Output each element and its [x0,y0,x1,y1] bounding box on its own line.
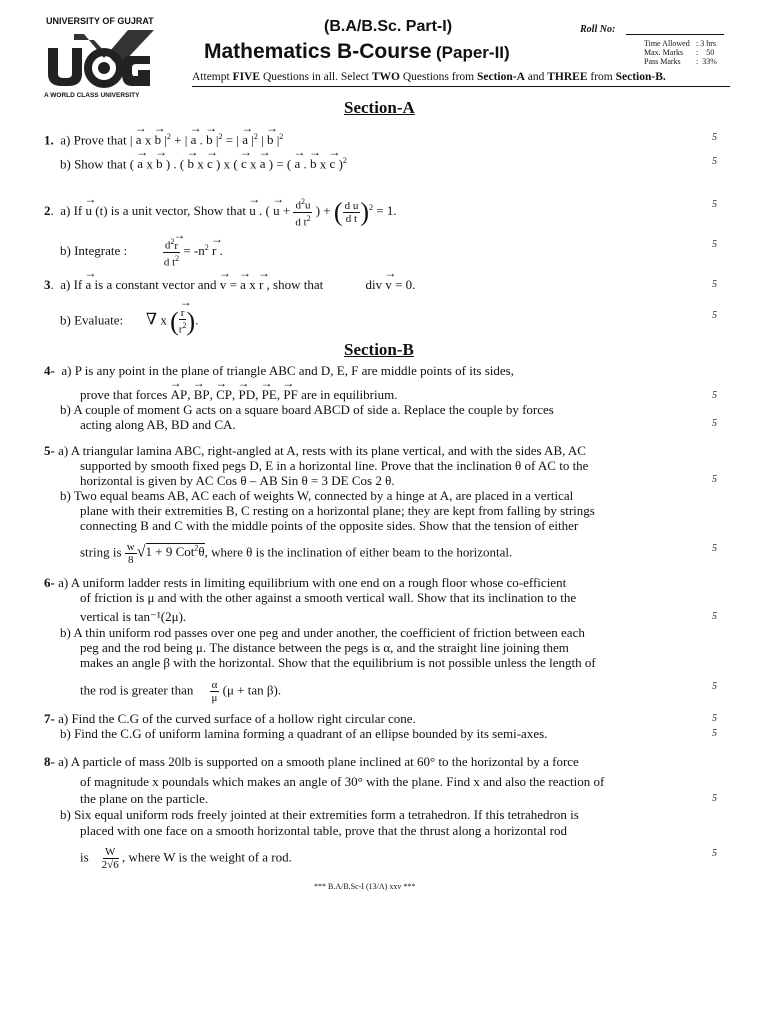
exam-info [644,39,717,66]
q3b-marks: 5 [712,310,717,321]
q8a-line3: the plane on the particle. [80,791,209,806]
q3a-marks: 5 [712,279,717,290]
instructions: Attempt FIVE Questions in all. Select TWO Questions from Section-A and THREE from Section-B. [192,71,666,83]
q1a: 1. a) Prove that | → a x → b $|^2$ + | → a . → b $|^2$ = | → a $|^2$ | → b $|^2$ [44,129,283,147]
q8a-line1: 8- a) A particle of mass 20lb is supported on a smooth plane inclined at 60° to the horizontal by a force [44,754,579,769]
pass-marks: Pass Marks : 33% [644,57,717,66]
q6a-line1: 6- a) A uniform ladder rests in limiting equilibrium with one end on a rough floor whose co-efficient [44,575,567,590]
q1b: b) Show that ( → a x → b ) . ( → b x → c ) x ( → c x → a ) = ( → a . → b x → c )$^2$ [60,153,347,171]
q5a-marks: 5 [712,474,717,485]
uog-logo-icon [44,28,156,90]
time-allowed: Time Allowed : 3 hrs [644,39,717,48]
roll-number-field[interactable] [626,34,724,35]
university-name: UNIVERSITY OF GUJRAT [46,16,154,26]
university-logo [44,28,156,90]
q5b-line2: plane with their extremities B, C resting on a horizontal plane; they are kept from falling by strings [80,503,595,518]
q5b-line1: b) Two equal beams AB, AC each of weights W, connected by a hinge at A, are placed in a vertical [60,488,574,503]
q4a-marks: 5 [712,390,717,401]
q2a-marks: 5 [712,199,717,210]
q8b-line3: is $\frac{W}{2√6}$ , where W is the weight of a rod. [80,846,292,871]
q5b-line4: string is $\frac{w}{8}$ √1 + 9 Cot$^2$θ, where θ is the inclination of either beam to the horizontal. [80,541,513,566]
q8a-marks: 5 [712,793,717,804]
q1a-marks: 5 [712,132,717,143]
q6b-line1: b) A thin uniform rod passes over one peg and under another, the coefficient of friction between each [60,625,585,640]
q1b-marks: 5 [712,156,717,167]
q6b-line4: the rod is greater than $\frac{\alpha}{\mu}$ (μ + tan β). [80,679,282,704]
q2a: 2. a) If → u (t) is a unit vector, Show that → u . ( → u + $\frac{d^2u}{d t^2}$ ) + ( $\frac{\text{d u}}{\text{d t}}$ )$^2$ = 1. [44,196,397,228]
program-title: (B.A/B.Sc. Part-I) [324,18,453,35]
q3b: b) Evaluate: ∇ x ( → $\frac{r}{r^2}$ ). [60,307,198,336]
footer-code: *** B.A/B.Sc-I (13/A) xxv *** [314,882,416,891]
q7b-marks: 5 [712,728,717,739]
q4a-line2: prove that forces → AP, → BP, → CP, → PD, → PE, → PF are in equilibrium. [80,387,397,402]
q2b: b) Integrate : $\frac{d^2\to r}{d t^2}$ = $-n^2 \to r$ . [60,236,223,268]
q5b-marks: 5 [712,543,717,554]
q4b-marks: 5 [712,418,717,429]
q4a-line1: 4- a) P is any point in the plane of triangle ABC and D, E, F are middle points of its sides, [44,363,514,378]
q6b-line2: peg and the rod being μ. The distance between the pegs is α, and the straight line joining them [80,640,569,655]
q5a-line1: 5- a) A triangular lamina ABC, right-angled at A, rests with its plane vertical, and with the sides AB, AC [44,443,586,458]
course-title [204,40,510,64]
section-b-heading: Section-B [344,340,414,359]
header-divider [192,86,730,87]
roll-number-label: Roll No: [580,24,616,35]
q6a-line3: vertical is tan⁻¹(2μ). [80,609,187,624]
q7b: b) Find the C.G of uniform lamina forming a quadrant of an ellipse bounded by its semi-axes. [60,726,548,741]
q8b-line1: b) Six equal uniform rods freely jointed at their extremities form a tetrahedron. If this tetrahedron is [60,807,579,822]
q7a: 7- a) Find the C.G of the curved surface of a hollow right circular cone. [44,711,416,726]
q6b-marks: 5 [712,681,717,692]
q2b-marks: 5 [712,239,717,250]
q8a-line2: of magnitude x poundals which makes an angle of 30° with the plane. Find x and also the reaction of [80,774,605,789]
q4b-line1: b) A couple of moment G acts on a square board ABCD of side a. Replace the couple by forces [60,402,554,417]
q8b-marks: 5 [712,848,717,859]
q7a-marks: 5 [712,713,717,724]
paper-name: (Paper-II) [436,43,510,62]
max-marks: Max. Marks : 50 [644,48,715,57]
q6a-marks: 5 [712,611,717,622]
university-tagline: A WORLD CLASS UNIVERSITY [44,92,140,99]
q5a-line3: horizontal is given by AC Cos θ – AB Sin θ = 3 DE Cos 2 θ. [80,473,395,488]
q3a: 3. a) If → a is a constant vector and → v = → a x → r , show that div → v = 0. [44,277,415,292]
q6a-line2: of friction is μ and with the other against a smooth vertical wall. Show that its inclination to the [80,590,577,605]
section-a-heading: Section-A [344,98,415,117]
course-name: Mathematics B-Course [204,40,432,63]
q6b-line3: makes an angle β with the horizontal. Show that the equilibrium is not possible unless the length of [80,655,596,670]
q8b-line2: placed with one face on a smooth horizontal table, prove that the thrust along a horizontal rod [80,823,567,838]
q4b-line2: acting along AB, BD and CA. [80,417,236,432]
q5b-line3: connecting B and C with the middle points of the opposite sides. Show that the tension of either [80,518,579,533]
q5a-line2: supported by smooth fixed pegs D, E in a horizontal line. Prove that the inclination θ of AC to the [80,458,589,473]
